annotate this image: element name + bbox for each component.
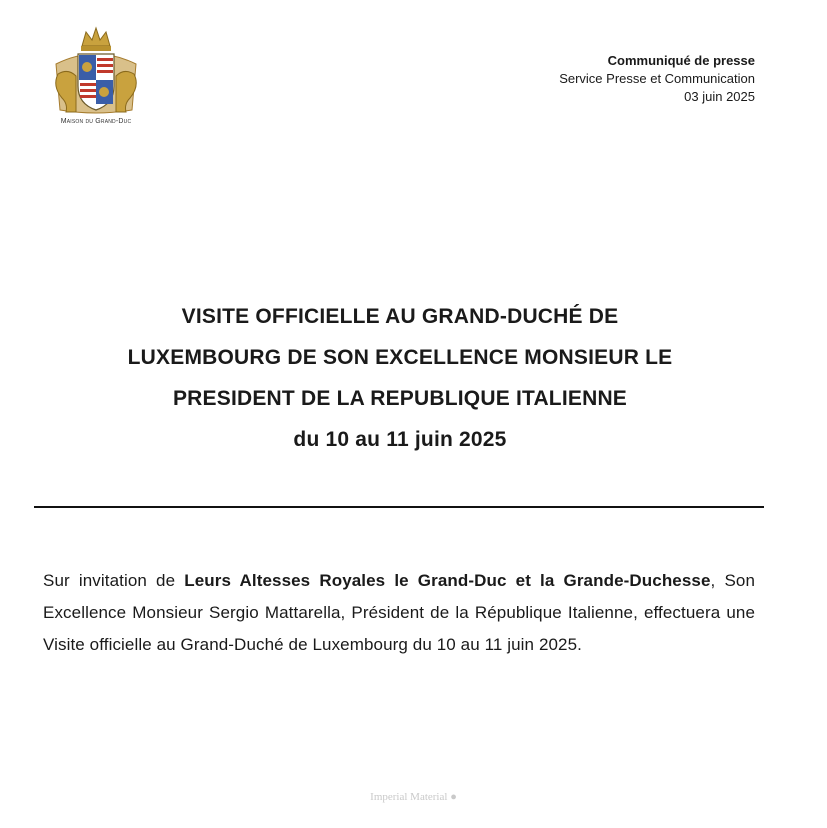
page-title [40,296,760,460]
body-rest: , Son Excellence Monsieur Sergio Mattarella, Président de la République Italienne, effectuera une Visite officielle au Grand-Duché de Luxembourg du 10 au 11 juin 2025. [43,571,755,654]
body-bold: Leurs Altesses Royales le Grand-Duc et la Grande-Duchesse [184,571,711,590]
press-title: Communiqué de presse [607,53,755,68]
press-date: 03 juin 2025 [684,89,755,104]
press-service: Service Presse et Communication [559,71,755,86]
coat-of-arms-icon [46,24,146,116]
headline-line: LUXEMBOURG DE SON EXCELLENCE MONSIEUR LE [127,346,673,369]
headline-line: VISITE OFFICIELLE AU GRAND-DUCHÉ DE [181,305,619,328]
press-header [559,52,755,106]
crest-caption: Maison du Grand-Duc [60,118,132,125]
crest [40,24,152,125]
headline-date: du 10 au 11 juin 2025 [293,428,507,451]
body-paragraph [43,565,755,661]
watermark [0,791,827,803]
divider [34,506,764,508]
body-intro: Sur invitation de [43,571,185,590]
watermark-text: Imperial Material [370,791,448,803]
watermark-dot-icon: ● [450,791,457,803]
headline-line: PRESIDENT DE LA REPUBLIQUE ITALIENNE [172,387,628,410]
